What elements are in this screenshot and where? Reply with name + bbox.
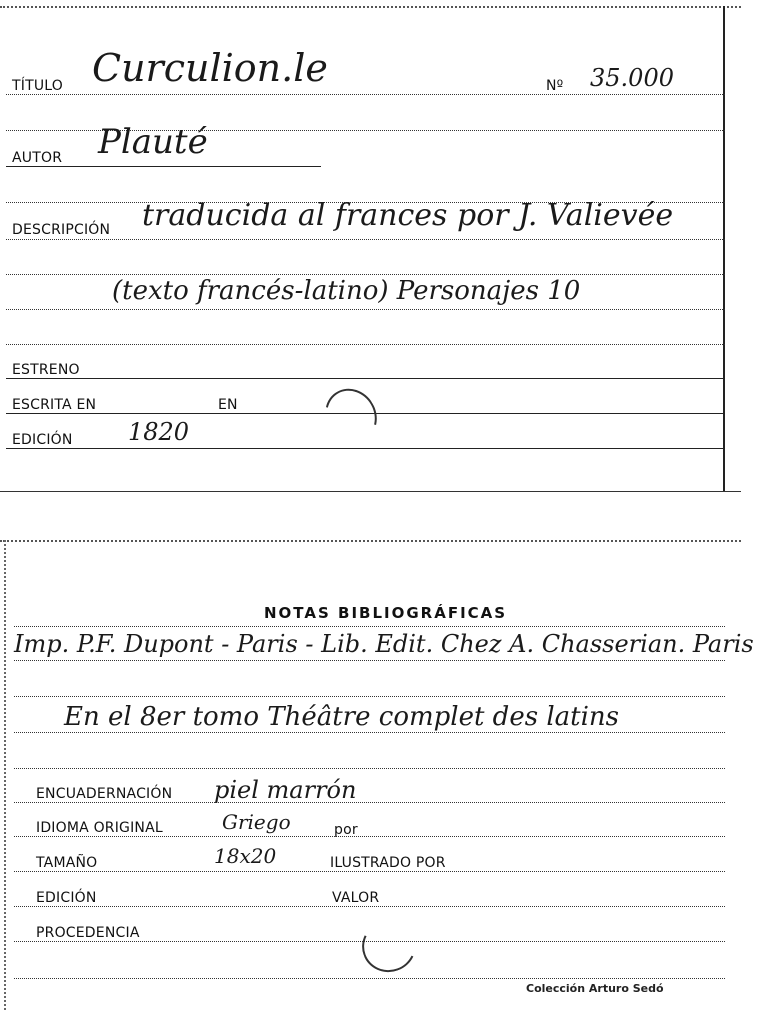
estreno-label: ESTRENO xyxy=(12,362,80,378)
descripcion-line-1: traducida al frances por J. Valievée xyxy=(142,198,674,233)
ilustrado-label: ILUSTRADO POR xyxy=(330,855,446,871)
catalog-card-front xyxy=(0,6,741,492)
rule-edicion xyxy=(14,906,725,907)
rule-notes-top xyxy=(14,626,725,627)
rule-notes-1 xyxy=(14,660,725,661)
idioma-label: IDIOMA ORIGINAL xyxy=(36,820,163,836)
escrita-label: ESCRITA EN xyxy=(12,397,97,413)
autor-label: AUTOR xyxy=(12,150,63,166)
card-top-edge xyxy=(0,540,741,542)
edicion-label: EDICIÓN xyxy=(12,432,73,448)
edicion-label: EDICIÓN xyxy=(36,890,97,906)
procedencia-label: PROCEDENCIA xyxy=(36,925,140,941)
rule-notes-2 xyxy=(14,732,725,733)
stamp-mark xyxy=(315,379,386,452)
encuadernacion-value: piel marrón xyxy=(214,776,357,804)
edicion-value: 1820 xyxy=(128,418,190,446)
rule-blank-4 xyxy=(6,344,725,345)
tamano-label: TAMAÑO xyxy=(36,855,98,871)
numero-label: Nº xyxy=(546,78,564,94)
card-right-edge xyxy=(723,6,725,492)
rule-descripcion xyxy=(6,239,725,240)
en-label: EN xyxy=(218,397,238,413)
rule-titulo xyxy=(6,94,725,95)
rule-bottom xyxy=(14,978,725,979)
rule-tamano xyxy=(14,871,725,872)
tamano-value: 18x20 xyxy=(214,844,277,868)
collection-credit: Colección Arturo Sedó xyxy=(526,982,664,995)
por-label: por xyxy=(334,822,358,838)
rule-idioma xyxy=(14,836,725,837)
rule-notes-blank-2 xyxy=(14,768,725,769)
idioma-value: Griego xyxy=(222,810,291,834)
rule-notes-blank xyxy=(14,696,725,697)
notes-heading: NOTAS BIBLIOGRÁFICAS xyxy=(264,604,508,622)
autor-value: Plauté xyxy=(98,122,208,162)
catalog-card-back xyxy=(0,540,754,1010)
card-top-edge xyxy=(0,6,741,8)
card-bottom-edge xyxy=(0,491,741,492)
titulo-label: TÍTULO xyxy=(12,78,63,94)
descripcion-line-2: (texto francés-latino) Personajes 10 xyxy=(112,276,581,306)
card-left-edge xyxy=(4,540,6,1010)
encuadernacion-label: ENCUADERNACIÓN xyxy=(36,786,173,802)
descripcion-label: DESCRIPCIÓN xyxy=(12,222,111,238)
titulo-value: Curculion.le xyxy=(92,46,328,90)
rule-descripcion-2 xyxy=(6,309,725,310)
rule-blank-3 xyxy=(6,274,725,275)
rule-encuadernacion xyxy=(14,802,725,803)
valor-label: VALOR xyxy=(332,890,380,906)
notes-line-2: En el 8er tomo Théâtre complet des latins xyxy=(64,702,619,732)
rule-autor xyxy=(6,166,321,167)
rule-edicion xyxy=(6,448,725,449)
notes-line-1: Imp. P.F. Dupont - Paris - Lib. Edit. Chez A. Chasserian. Paris xyxy=(14,630,754,658)
numero-value: 35.000 xyxy=(590,64,674,92)
rule-estreno xyxy=(6,378,725,379)
stamp-mark xyxy=(355,912,424,979)
